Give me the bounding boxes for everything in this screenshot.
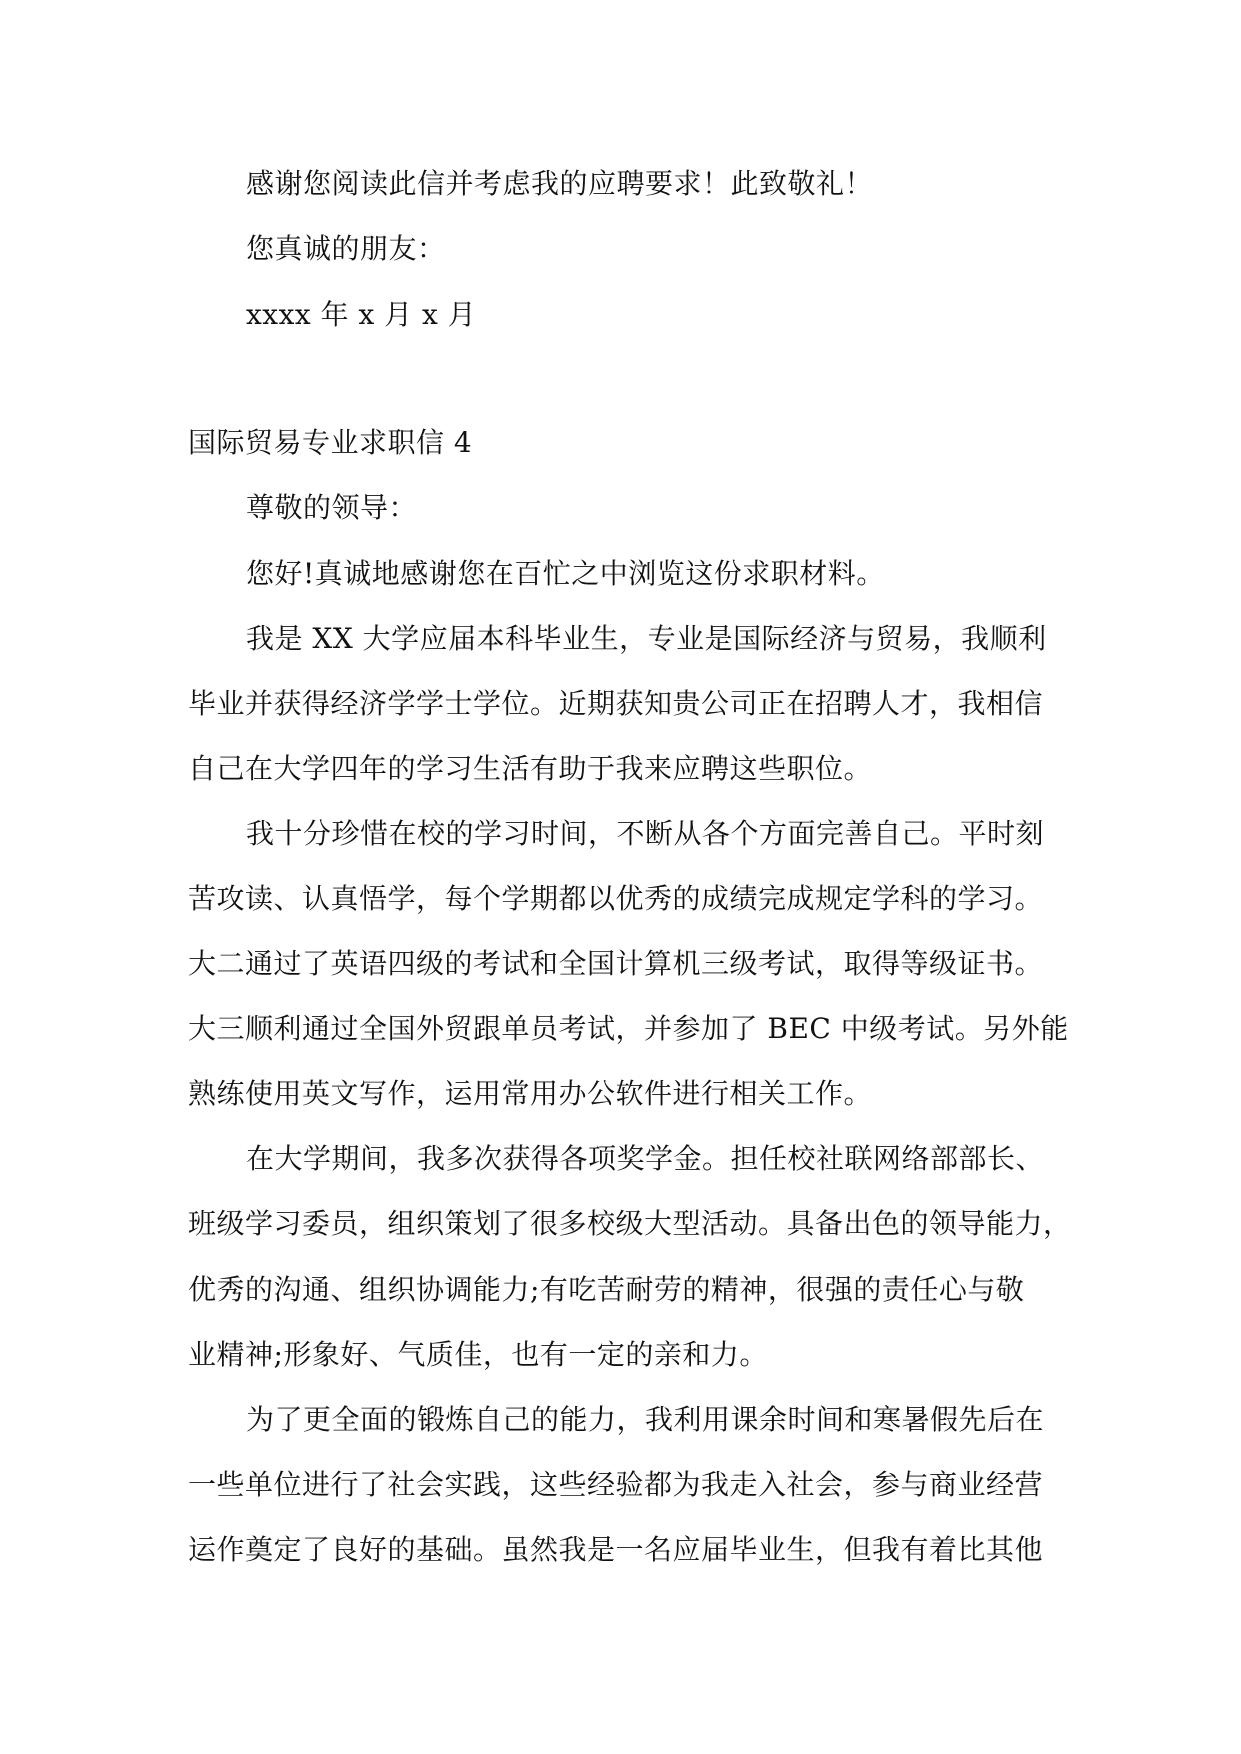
paragraph-line: 运作奠定了良好的基础。虽然我是一名应届毕业生，但我有着比其他 bbox=[188, 1533, 1044, 1566]
paragraph-line: 班级学习委员，组织策划了很多校级大型活动。具备出色的领导能力， bbox=[188, 1207, 1072, 1240]
letter-title: 国际贸易专业求职信 4 bbox=[188, 426, 473, 459]
paragraph-line: 熟练使用英文写作，运用常用办公软件进行相关工作。 bbox=[188, 1077, 873, 1110]
paragraph-line: 我是 XX 大学应届本科毕业生，专业是国际经济与贸易，我顺利 bbox=[246, 622, 1047, 655]
paragraph-line: 大三顺利通过全国外贸跟单员考试，并参加了 BEC 中级考试。另外能 bbox=[188, 1012, 1069, 1045]
paragraph-line: 优秀的沟通、组织协调能力;有吃苦耐劳的精神，很强的责任心与敬 bbox=[188, 1273, 1025, 1306]
letter-greeting: 您好!真诚地感谢您在百忙之中浏览这份求职材料。 bbox=[246, 557, 885, 590]
paragraph-line: 为了更全面的锻炼自己的能力，我利用课余时间和寒暑假先后在 bbox=[246, 1403, 1045, 1436]
paragraph-line: 大二通过了英语四级的考试和全国计算机三级考试，取得等级证书。 bbox=[188, 947, 1044, 980]
closing-date: xxxx 年 x 月 x 月 bbox=[246, 298, 477, 331]
paragraph-line: 苦攻读、认真悟学，每个学期都以优秀的成绩完成规定学科的学习。 bbox=[188, 882, 1044, 915]
paragraph-line: 毕业并获得经济学学士学位。近期获知贵公司正在招聘人才，我相信 bbox=[188, 687, 1044, 720]
paragraph-line: 我十分珍惜在校的学习时间，不断从各个方面完善自己。平时刻 bbox=[246, 817, 1045, 850]
paragraph-line: 一些单位进行了社会实践，这些经验都为我走入社会，参与商业经营 bbox=[188, 1468, 1044, 1501]
paragraph-line: 业精神;形象好、气质佳，也有一定的亲和力。 bbox=[188, 1338, 768, 1371]
letter-salutation: 尊敬的领导： bbox=[246, 491, 418, 524]
paragraph-line: 在大学期间，我多次获得各项奖学金。担任校社联网络部部长、 bbox=[246, 1142, 1045, 1175]
closing-sign-off: 您真诚的朋友： bbox=[246, 232, 446, 265]
closing-thanks: 感谢您阅读此信并考虑我的应聘要求！此致敬礼！ bbox=[246, 167, 874, 200]
paragraph-line: 自己在大学四年的学习生活有助于我来应聘这些职位。 bbox=[188, 752, 873, 785]
